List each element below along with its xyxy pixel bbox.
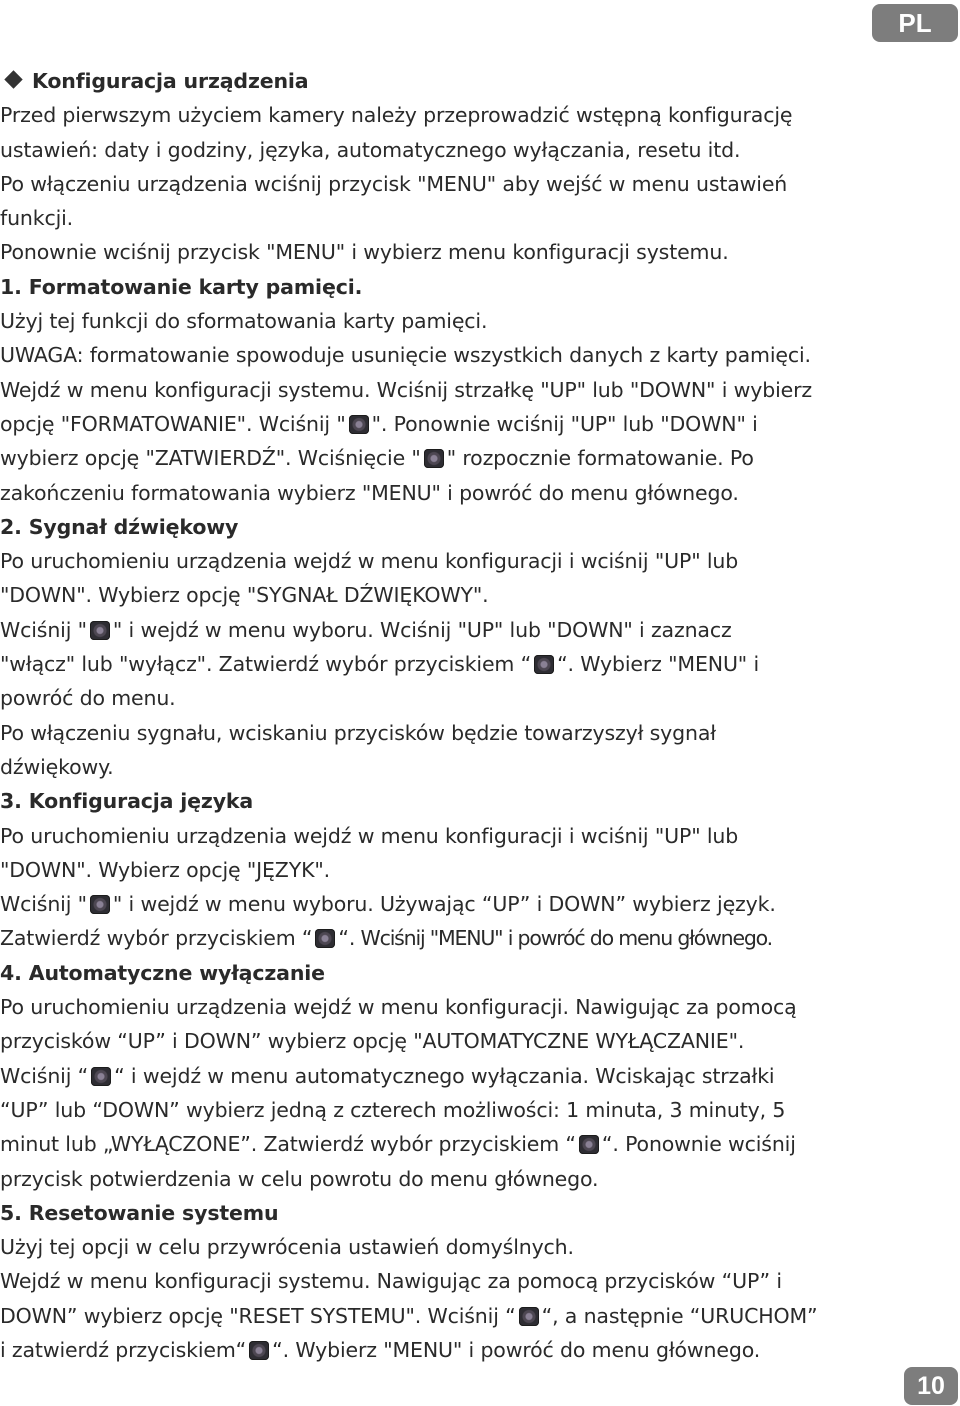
text-segment: zakończeniu formatowania wybierz "MENU" i powróć do menu głównego. bbox=[0, 480, 739, 505]
text-segment: powróć do menu. bbox=[0, 686, 176, 711]
text-line bbox=[0, 201, 940, 235]
text-line bbox=[0, 1162, 940, 1196]
text-segment: " rozpocznie formatowanie. Po bbox=[446, 446, 754, 471]
text-line bbox=[0, 441, 940, 475]
text-segment: Po uruchomieniu urządzenia wejdź w menu konfiguracji i wciśnij "UP" lub bbox=[0, 823, 739, 848]
text-segment: Wciśnij " bbox=[0, 617, 87, 642]
text-segment: “. Ponownie wciśnij bbox=[601, 1132, 796, 1157]
ok-button-icon bbox=[349, 415, 369, 434]
text-segment: Po włączeniu sygnału, wciskaniu przycisków będzie towarzyszył sygnał bbox=[0, 720, 716, 745]
section-heading bbox=[0, 270, 940, 304]
text-line bbox=[0, 1024, 940, 1058]
text-line bbox=[0, 98, 940, 132]
ok-button-icon bbox=[91, 1067, 111, 1086]
text-segment: DOWN” wybierz opcję "RESET SYSTEMU". Wciśnij “ bbox=[0, 1303, 516, 1328]
text-line bbox=[0, 1230, 940, 1264]
ok-button-icon bbox=[315, 929, 335, 948]
text-line bbox=[0, 647, 940, 681]
section-heading bbox=[0, 956, 940, 990]
ok-button-icon bbox=[534, 655, 554, 674]
ok-button-icon bbox=[579, 1135, 599, 1154]
text-line bbox=[0, 819, 940, 853]
text-line bbox=[0, 681, 940, 715]
text-segment: Wciśnij “ bbox=[0, 1063, 89, 1088]
text-line bbox=[0, 338, 940, 372]
text-segment: Konfiguracja urządzenia bbox=[32, 69, 309, 93]
text-segment: Zatwierdź wybór przyciskiem “ bbox=[0, 926, 313, 951]
text-segment: " i wejdź w menu wyboru. Używając “UP” i DOWN” wybierz język. bbox=[112, 892, 776, 917]
ok-button-icon bbox=[424, 449, 444, 468]
text-line bbox=[0, 304, 940, 338]
text-segment: opcję "FORMATOWANIE". Wciśnij " bbox=[0, 411, 346, 436]
text-line bbox=[0, 1059, 940, 1093]
text-segment: “, a następnie “URUCHOM” bbox=[541, 1303, 818, 1328]
text-segment: Użyj tej funkcji do sformatowania karty pamięci. bbox=[0, 309, 488, 334]
text-segment: przycisk potwierdzenia w celu powrotu do menu głównego. bbox=[0, 1166, 599, 1191]
ok-button-icon bbox=[90, 621, 110, 640]
text-segment: dźwiękowy. bbox=[0, 754, 114, 779]
text-segment: Wciśnij "MENU" i powróć do menu głównego. bbox=[355, 926, 772, 951]
section-heading bbox=[0, 510, 940, 544]
text-segment: Po włączeniu urządzenia wciśnij przycisk "MENU" aby wejść w menu ustawień bbox=[0, 171, 788, 196]
text-segment: “UP” lub “DOWN” wybierz jedną z czterech możliwości: 1 minuta, 3 minuty, 5 bbox=[0, 1097, 786, 1122]
text-line bbox=[0, 1264, 940, 1298]
manual-text bbox=[0, 64, 940, 1367]
text-segment: UWAGA: formatowanie spowoduje usunięcie wszystkich danych z karty pamięci. bbox=[0, 343, 811, 368]
text-segment: ". Ponownie wciśnij "UP" lub "DOWN" i bbox=[371, 411, 758, 436]
text-segment: funkcji. bbox=[0, 206, 74, 231]
text-line bbox=[0, 990, 940, 1024]
text-segment: 5. Resetowanie systemu bbox=[0, 1200, 279, 1225]
text-segment: Wejdź w menu konfiguracji systemu. Wciśnij strzałkę "UP" lub "DOWN" i wybierz bbox=[0, 377, 812, 402]
text-segment: 2. Sygnał dźwiękowy bbox=[0, 514, 239, 539]
text-line bbox=[0, 1299, 940, 1333]
text-segment: 4. Automatyczne wyłączanie bbox=[0, 960, 325, 985]
text-line bbox=[0, 578, 940, 612]
text-segment: ustawień: daty i godziny, języka, automatycznego wyłączania, resetu itd. bbox=[0, 137, 741, 162]
text-segment: " i wejdź w menu wyboru. Wciśnij "UP" lub "DOWN" i zaznacz bbox=[112, 617, 732, 642]
text-segment: Po uruchomieniu urządzenia wejdź w menu konfiguracji i wciśnij "UP" lub bbox=[0, 549, 739, 574]
text-segment: Użyj tej opcji w celu przywrócenia ustawień domyślnych. bbox=[0, 1235, 574, 1260]
text-line bbox=[0, 750, 940, 784]
text-segment: i zatwierdź przyciskiem“ bbox=[0, 1337, 247, 1362]
text-segment: przycisków “UP” i DOWN” wybierz opcję "AUTOMATYCZNE WYŁĄCZANIE". bbox=[0, 1029, 745, 1054]
text-segment: “ i wejdź w menu automatycznego wyłączania. Wciskając strzałki bbox=[114, 1063, 775, 1088]
text-segment: "włącz" lub "wyłącz". Zatwierdź wybór przyciskiem “ bbox=[0, 652, 532, 677]
text-segment: “. Wybierz "MENU" i bbox=[557, 652, 759, 677]
ok-button-icon bbox=[519, 1307, 539, 1326]
diamond-bullet-icon bbox=[4, 70, 22, 88]
text-line bbox=[0, 716, 940, 750]
section-heading bbox=[0, 1196, 940, 1230]
text-segment: Wejdź w menu konfiguracji systemu. Nawigując za pomocą przycisków “UP” i bbox=[0, 1269, 782, 1294]
ok-button-icon bbox=[90, 895, 110, 914]
text-line bbox=[0, 133, 940, 167]
text-line bbox=[0, 167, 940, 201]
text-line bbox=[0, 853, 940, 887]
text-segment: Ponownie wciśnij przycisk "MENU" i wybierz menu konfiguracji systemu. bbox=[0, 240, 729, 265]
section-heading bbox=[0, 64, 940, 98]
text-segment: "DOWN". Wybierz opcję "JĘZYK". bbox=[0, 857, 331, 882]
text-segment: 1. Formatowanie karty pamięci. bbox=[0, 274, 363, 299]
text-segment: “. bbox=[338, 926, 356, 951]
section-heading bbox=[0, 784, 940, 818]
text-segment: "DOWN". Wybierz opcję "SYGNAŁ DŹWIĘKOWY". bbox=[0, 583, 489, 608]
language-tab: PL bbox=[872, 4, 958, 42]
text-line bbox=[0, 613, 940, 647]
text-line bbox=[0, 373, 940, 407]
page-number: 10 bbox=[904, 1367, 958, 1405]
text-segment: Przed pierwszym użyciem kamery należy przeprowadzić wstępną konfigurację bbox=[0, 103, 793, 128]
text-segment: 3. Konfiguracja języka bbox=[0, 789, 254, 814]
text-segment: Po uruchomieniu urządzenia wejdź w menu konfiguracji. Nawigując za pomocą bbox=[0, 995, 797, 1020]
text-segment: “. Wybierz "MENU" i powróć do menu głównego. bbox=[272, 1337, 761, 1362]
text-line bbox=[0, 1093, 940, 1127]
text-segment: Wciśnij " bbox=[0, 892, 87, 917]
text-segment: wybierz opcję "ZATWIERDŹ". Wciśnięcie " bbox=[0, 446, 421, 471]
text-line bbox=[0, 235, 940, 269]
text-line bbox=[0, 1127, 940, 1161]
text-line bbox=[0, 1333, 940, 1367]
text-line bbox=[0, 407, 940, 441]
text-line bbox=[0, 921, 940, 955]
text-line bbox=[0, 476, 940, 510]
text-line bbox=[0, 887, 940, 921]
text-segment: minut lub „WYŁĄCZONE”. Zatwierdź wybór przyciskiem “ bbox=[0, 1132, 576, 1157]
text-line bbox=[0, 544, 940, 578]
ok-button-icon bbox=[249, 1341, 269, 1360]
